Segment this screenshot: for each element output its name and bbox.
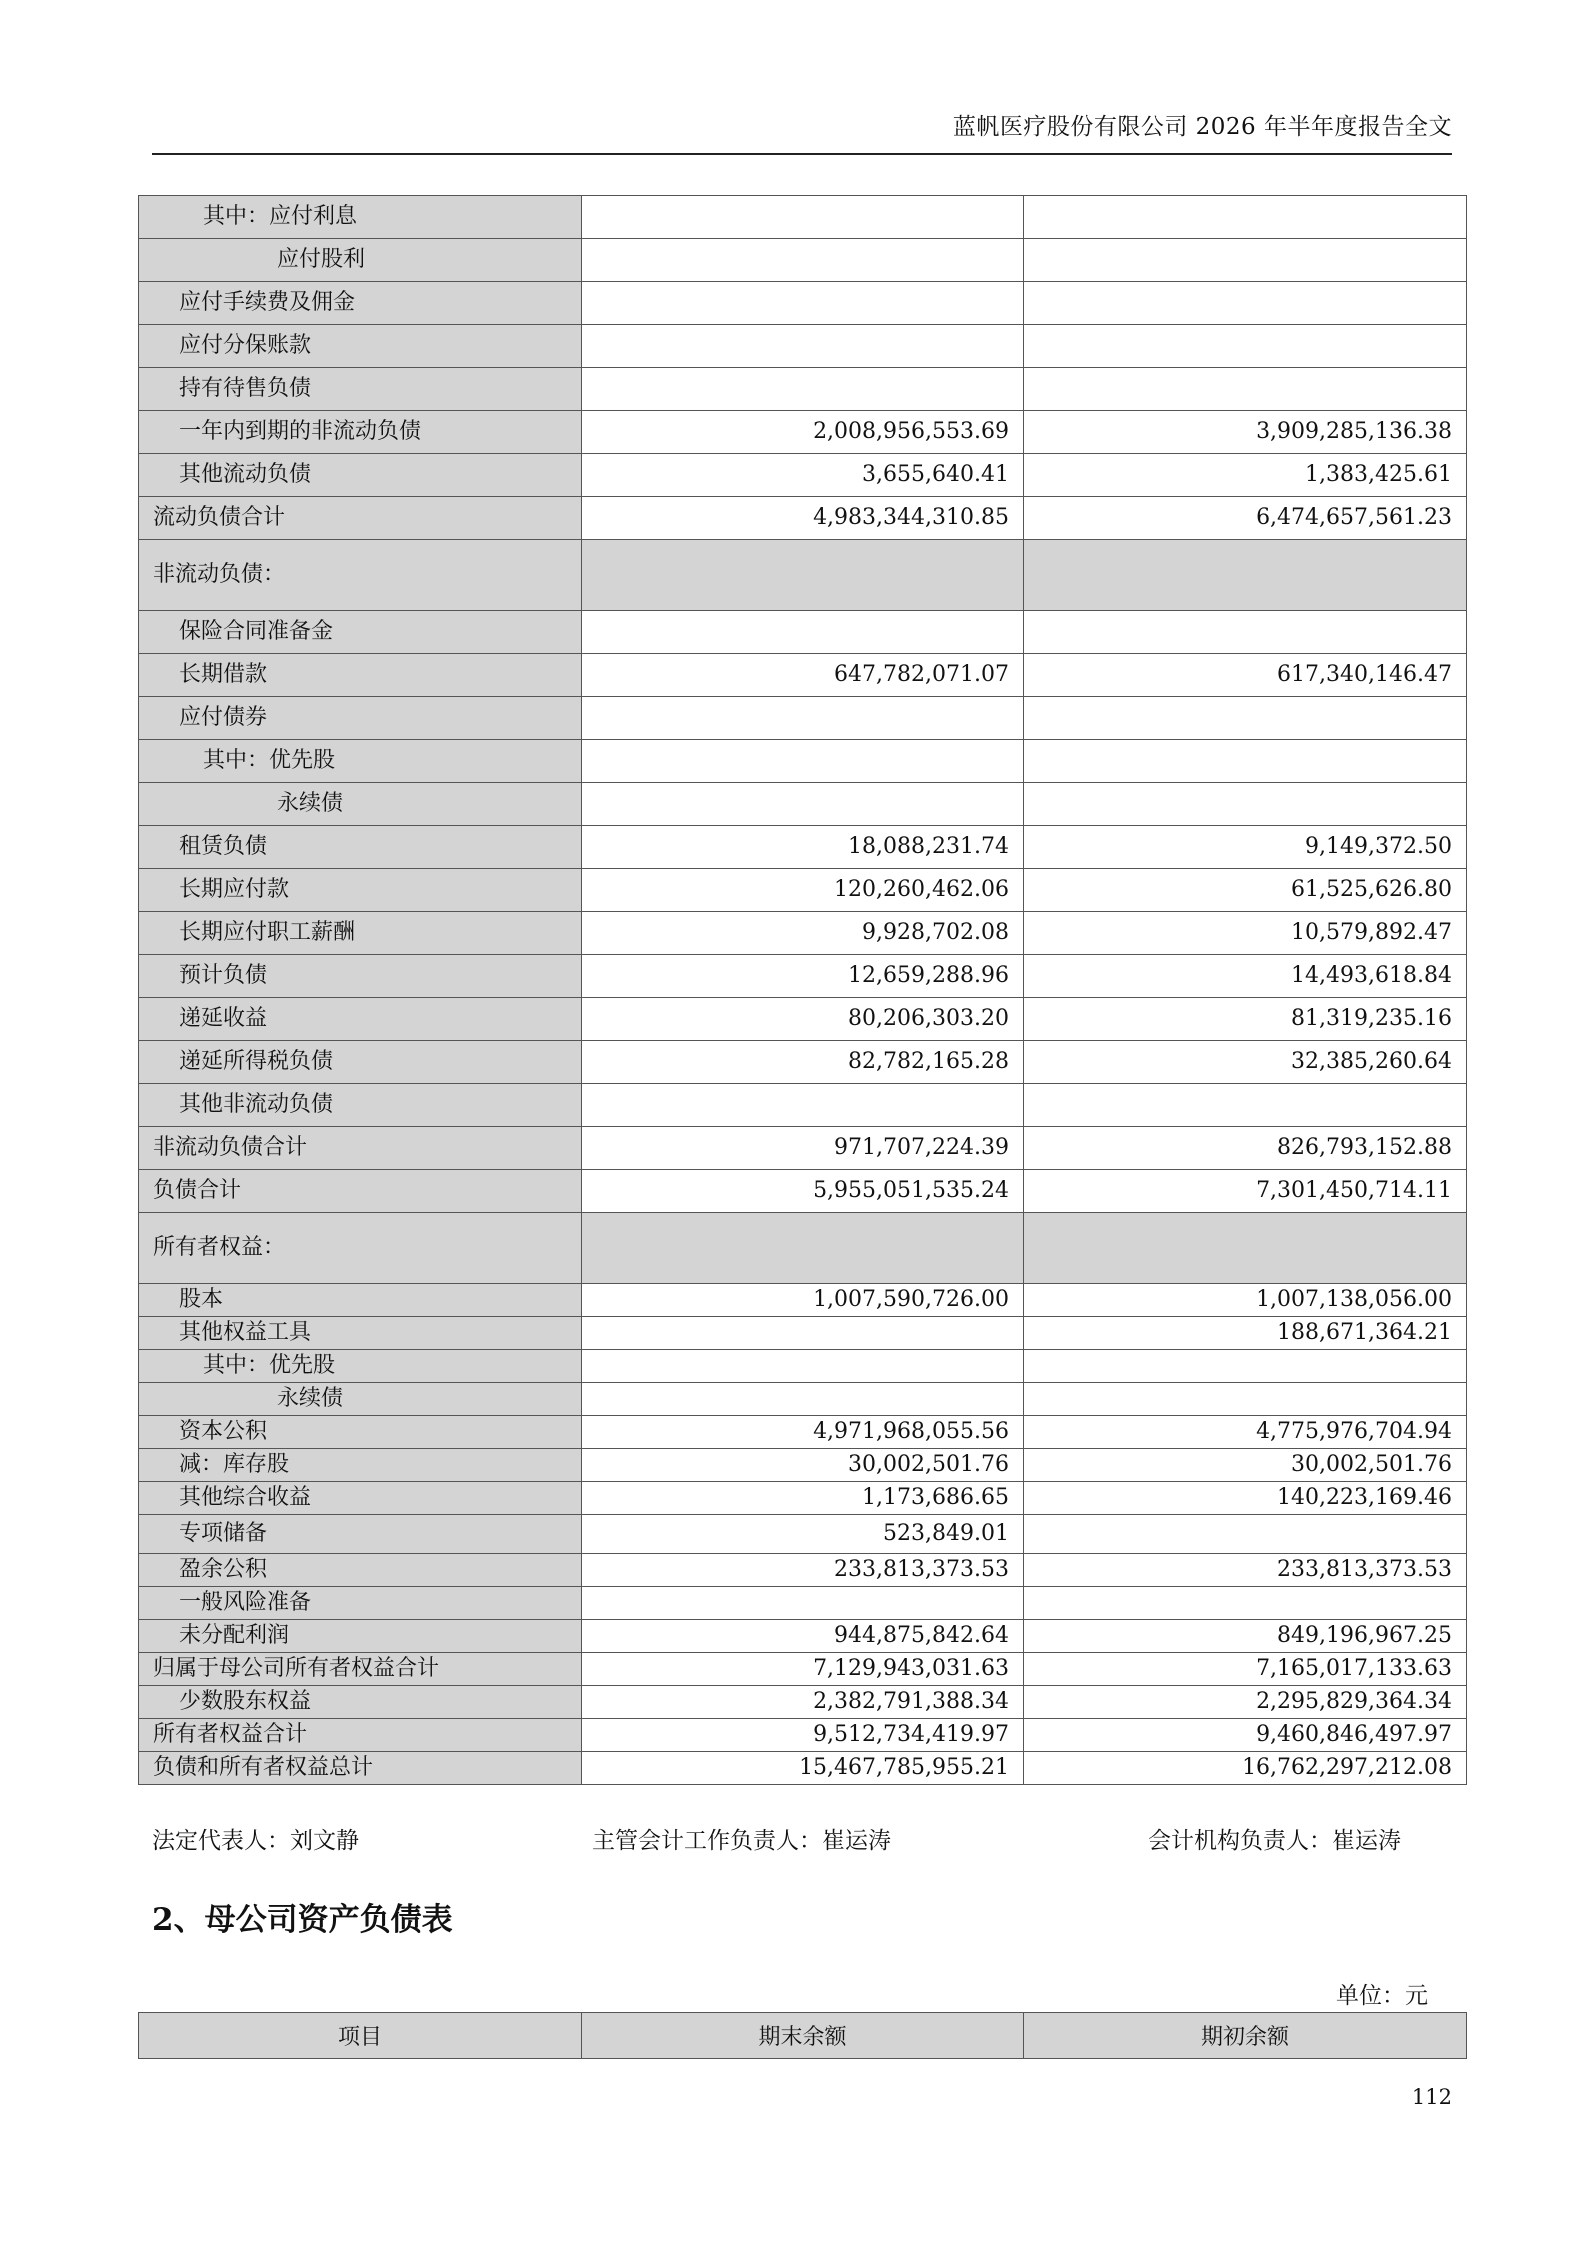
balance-sheet-body [139, 196, 1467, 1785]
end-balance-cell: 9,928,702.08 [582, 912, 1024, 955]
signature-line [152, 1822, 1452, 1858]
end-balance-cell: 1,007,590,726.00 [582, 1284, 1024, 1317]
begin-balance-cell [1024, 740, 1467, 783]
end-balance-cell [582, 697, 1024, 740]
table-row [139, 325, 1467, 368]
begin-balance-cell [1024, 325, 1467, 368]
table-row [139, 1653, 1467, 1686]
end-balance-cell: 80,206,303.20 [582, 998, 1024, 1041]
end-balance-cell: 1,173,686.65 [582, 1482, 1024, 1515]
begin-balance-cell: 1,007,138,056.00 [1024, 1284, 1467, 1317]
table-row [139, 611, 1467, 654]
consolidated-balance-sheet-table [138, 195, 1467, 1785]
begin-balance-cell: 10,579,892.47 [1024, 912, 1467, 955]
end-balance-cell: 30,002,501.76 [582, 1449, 1024, 1482]
row-label: 其他综合收益 [139, 1482, 582, 1515]
begin-balance-cell [1024, 282, 1467, 325]
end-balance-cell: 944,875,842.64 [582, 1620, 1024, 1653]
end-balance-cell [582, 282, 1024, 325]
table-row [139, 1041, 1467, 1084]
row-label: 所有者权益： [139, 1213, 582, 1284]
accounting-agency-head: 会计机构负责人：崔运涛 [1148, 1828, 1401, 1854]
column-header-begin-balance: 期初余额 [1024, 2013, 1467, 2059]
table-row [139, 654, 1467, 697]
begin-balance-cell: 140,223,169.46 [1024, 1482, 1467, 1515]
table-row [139, 1752, 1467, 1785]
end-balance-cell: 15,467,785,955.21 [582, 1752, 1024, 1785]
begin-balance-cell [1024, 1350, 1467, 1383]
begin-balance-cell [1024, 611, 1467, 654]
row-label: 永续债 [139, 783, 582, 826]
begin-balance-cell: 3,909,285,136.38 [1024, 411, 1467, 454]
row-label: 未分配利润 [139, 1620, 582, 1653]
end-balance-cell: 18,088,231.74 [582, 826, 1024, 869]
table-row [139, 1449, 1467, 1482]
begin-balance-cell: 6,474,657,561.23 [1024, 497, 1467, 540]
row-label: 其中：优先股 [139, 1350, 582, 1383]
row-label: 流动负债合计 [139, 497, 582, 540]
end-balance-cell [582, 239, 1024, 282]
end-balance-cell: 3,655,640.41 [582, 454, 1024, 497]
end-balance-cell [582, 740, 1024, 783]
row-label: 所有者权益合计 [139, 1719, 582, 1752]
row-label: 应付手续费及佣金 [139, 282, 582, 325]
row-label: 其他流动负债 [139, 454, 582, 497]
end-balance-cell: 4,971,968,055.56 [582, 1416, 1024, 1449]
table-row [139, 869, 1467, 912]
row-label: 少数股东权益 [139, 1686, 582, 1719]
end-balance-cell [582, 540, 1024, 611]
row-label: 负债和所有者权益总计 [139, 1752, 582, 1785]
end-balance-cell: 82,782,165.28 [582, 1041, 1024, 1084]
row-label: 专项储备 [139, 1515, 582, 1554]
section-title: 2、母公司资产负债表 [152, 1902, 453, 1938]
row-label: 一年内到期的非流动负债 [139, 411, 582, 454]
row-label: 租赁负债 [139, 826, 582, 869]
row-label: 资本公积 [139, 1416, 582, 1449]
begin-balance-cell: 188,671,364.21 [1024, 1317, 1467, 1350]
end-balance-cell [582, 325, 1024, 368]
table-row [139, 912, 1467, 955]
table-row [139, 1416, 1467, 1449]
column-header-end-balance: 期末余额 [582, 2013, 1024, 2059]
end-balance-cell: 5,955,051,535.24 [582, 1170, 1024, 1213]
row-label: 应付股利 [139, 239, 582, 282]
begin-balance-cell: 9,149,372.50 [1024, 826, 1467, 869]
parent-balance-sheet-header-table [138, 2012, 1467, 2059]
table-row [139, 998, 1467, 1041]
row-label: 一般风险准备 [139, 1587, 582, 1620]
begin-balance-cell [1024, 1515, 1467, 1554]
table-row [139, 1554, 1467, 1587]
row-label: 持有待售负债 [139, 368, 582, 411]
begin-balance-cell: 7,301,450,714.11 [1024, 1170, 1467, 1213]
table-row [139, 239, 1467, 282]
table-row [139, 1587, 1467, 1620]
end-balance-cell: 120,260,462.06 [582, 869, 1024, 912]
header-divider [152, 153, 1452, 155]
begin-balance-cell [1024, 1213, 1467, 1284]
begin-balance-cell: 826,793,152.88 [1024, 1127, 1467, 1170]
row-label: 长期应付职工薪酬 [139, 912, 582, 955]
row-label: 其中：优先股 [139, 740, 582, 783]
table-row [139, 1284, 1467, 1317]
end-balance-cell [582, 1084, 1024, 1127]
begin-balance-cell [1024, 1383, 1467, 1416]
end-balance-cell: 971,707,224.39 [582, 1127, 1024, 1170]
accounting-work-head: 主管会计工作负责人：崔运涛 [592, 1828, 891, 1854]
begin-balance-cell [1024, 368, 1467, 411]
legal-representative: 法定代表人：刘文静 [152, 1828, 359, 1854]
row-label: 应付债券 [139, 697, 582, 740]
begin-balance-cell [1024, 239, 1467, 282]
table-row [139, 1084, 1467, 1127]
table-row [139, 1170, 1467, 1213]
begin-balance-cell [1024, 697, 1467, 740]
table-row [139, 697, 1467, 740]
begin-balance-cell: 617,340,146.47 [1024, 654, 1467, 697]
table-row [139, 1515, 1467, 1554]
table-row [139, 826, 1467, 869]
begin-balance-cell: 32,385,260.64 [1024, 1041, 1467, 1084]
end-balance-cell [582, 1213, 1024, 1284]
table-row [139, 1719, 1467, 1752]
end-balance-cell: 7,129,943,031.63 [582, 1653, 1024, 1686]
row-label: 长期应付款 [139, 869, 582, 912]
end-balance-cell: 2,008,956,553.69 [582, 411, 1024, 454]
table-row [139, 1482, 1467, 1515]
row-label: 负债合计 [139, 1170, 582, 1213]
begin-balance-cell: 9,460,846,497.97 [1024, 1719, 1467, 1752]
table-row [139, 411, 1467, 454]
table-row [139, 497, 1467, 540]
begin-balance-cell: 1,383,425.61 [1024, 454, 1467, 497]
begin-balance-cell: 81,319,235.16 [1024, 998, 1467, 1041]
row-label: 永续债 [139, 1383, 582, 1416]
begin-balance-cell [1024, 783, 1467, 826]
table-row [139, 196, 1467, 239]
row-label: 应付分保账款 [139, 325, 582, 368]
begin-balance-cell [1024, 540, 1467, 611]
end-balance-cell [582, 611, 1024, 654]
begin-balance-cell: 4,775,976,704.94 [1024, 1416, 1467, 1449]
begin-balance-cell: 2,295,829,364.34 [1024, 1686, 1467, 1719]
table-header-row [139, 2013, 1467, 2059]
row-label: 长期借款 [139, 654, 582, 697]
row-label: 非流动负债： [139, 540, 582, 611]
end-balance-cell: 2,382,791,388.34 [582, 1686, 1024, 1719]
begin-balance-cell: 30,002,501.76 [1024, 1449, 1467, 1482]
page-number: 112 [1411, 2085, 1452, 2109]
end-balance-cell [582, 1350, 1024, 1383]
table-row [139, 740, 1467, 783]
report-header: 蓝帆医疗股份有限公司 2026 年半年度报告全文 [952, 114, 1452, 140]
table-row [139, 540, 1467, 611]
table-row [139, 955, 1467, 998]
row-label: 递延收益 [139, 998, 582, 1041]
row-label: 预计负债 [139, 955, 582, 998]
row-label: 盈余公积 [139, 1554, 582, 1587]
begin-balance-cell: 61,525,626.80 [1024, 869, 1467, 912]
table-row [139, 1317, 1467, 1350]
begin-balance-cell [1024, 1084, 1467, 1127]
table-row [139, 454, 1467, 497]
row-label: 非流动负债合计 [139, 1127, 582, 1170]
end-balance-cell [582, 1383, 1024, 1416]
table-row [139, 1383, 1467, 1416]
end-balance-cell: 523,849.01 [582, 1515, 1024, 1554]
table-row [139, 1127, 1467, 1170]
table-row [139, 1686, 1467, 1719]
end-balance-cell: 647,782,071.07 [582, 654, 1024, 697]
begin-balance-cell: 14,493,618.84 [1024, 955, 1467, 998]
row-label: 减：库存股 [139, 1449, 582, 1482]
table-row [139, 368, 1467, 411]
end-balance-cell [582, 783, 1024, 826]
row-label: 其他权益工具 [139, 1317, 582, 1350]
table-row [139, 783, 1467, 826]
table-row [139, 282, 1467, 325]
begin-balance-cell [1024, 1587, 1467, 1620]
table-row [139, 1213, 1467, 1284]
begin-balance-cell: 233,813,373.53 [1024, 1554, 1467, 1587]
row-label: 归属于母公司所有者权益合计 [139, 1653, 582, 1686]
begin-balance-cell [1024, 196, 1467, 239]
begin-balance-cell: 16,762,297,212.08 [1024, 1752, 1467, 1785]
end-balance-cell: 9,512,734,419.97 [582, 1719, 1024, 1752]
row-label: 股本 [139, 1284, 582, 1317]
row-label: 其他非流动负债 [139, 1084, 582, 1127]
end-balance-cell: 12,659,288.96 [582, 955, 1024, 998]
row-label: 保险合同准备金 [139, 611, 582, 654]
unit-label: 单位：元 [1336, 1983, 1428, 2009]
table-row [139, 1350, 1467, 1383]
end-balance-cell [582, 196, 1024, 239]
end-balance-cell: 4,983,344,310.85 [582, 497, 1024, 540]
begin-balance-cell: 7,165,017,133.63 [1024, 1653, 1467, 1686]
end-balance-cell [582, 1587, 1024, 1620]
row-label: 其中：应付利息 [139, 196, 582, 239]
table-row [139, 1620, 1467, 1653]
column-header-item: 项目 [139, 2013, 582, 2059]
begin-balance-cell: 849,196,967.25 [1024, 1620, 1467, 1653]
end-balance-cell [582, 368, 1024, 411]
row-label: 递延所得税负债 [139, 1041, 582, 1084]
end-balance-cell: 233,813,373.53 [582, 1554, 1024, 1587]
end-balance-cell [582, 1317, 1024, 1350]
